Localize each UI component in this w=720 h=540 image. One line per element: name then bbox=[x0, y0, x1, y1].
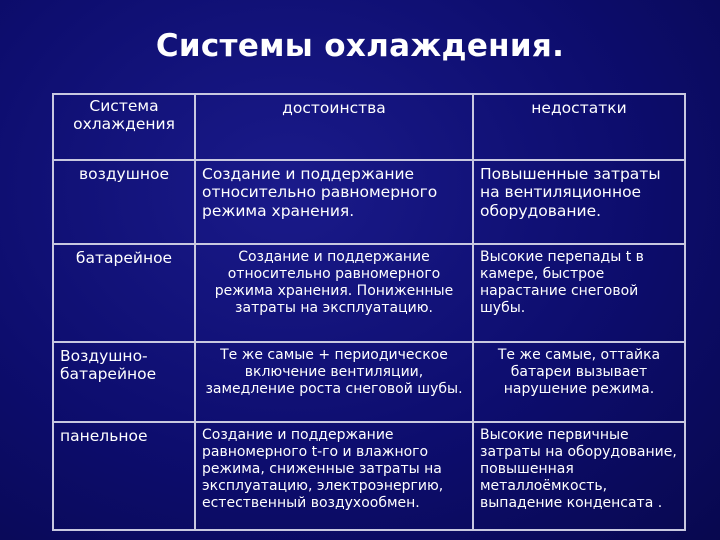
slide-title: Системы охлаждения. bbox=[155, 28, 565, 64]
advantages-cell: Создание и поддержание равномерного t-го и влажного режима, сниженные затраты на эксплуатацию, электроэнергию, естественный воздухообмен. bbox=[195, 422, 473, 530]
system-name: Воздушно-батарейное bbox=[53, 342, 195, 422]
table-row bbox=[53, 422, 685, 530]
cooling-systems-table bbox=[52, 93, 686, 531]
advantages-cell: Создание и поддержание относительно равномерного режима хранения. bbox=[195, 160, 473, 244]
advantages-cell: Создание и поддержание относительно равномерного режима хранения. Пониженные затраты на эксплуатацию. bbox=[195, 244, 473, 342]
table-row bbox=[53, 160, 685, 244]
disadvantages-cell: Высокие перепады t в камере, быстрое нарастание снеговой шубы. bbox=[473, 244, 685, 342]
disadvantages-cell: Высокие первичные затраты на оборудование, повышенная металлоёмкость, выпадение конденсата . bbox=[473, 422, 685, 530]
disadvantages-cell: Те же самые, оттайка батареи вызывает нарушение режима. bbox=[473, 342, 685, 422]
system-name: батарейное bbox=[53, 244, 195, 342]
header-disadvantages: недостатки bbox=[473, 94, 685, 160]
table-row bbox=[53, 244, 685, 342]
header-system: Система охлаждения bbox=[53, 94, 195, 160]
system-name: панельное bbox=[53, 422, 195, 530]
header-advantages: достоинства bbox=[195, 94, 473, 160]
table-header-row bbox=[53, 94, 685, 160]
system-name: воздушное bbox=[53, 160, 195, 244]
disadvantages-cell: Повышенные затраты на вентиляционное оборудование. bbox=[473, 160, 685, 244]
table-row bbox=[53, 342, 685, 422]
advantages-cell: Те же самые + периодическое включение вентиляции, замедление роста снеговой шубы. bbox=[195, 342, 473, 422]
